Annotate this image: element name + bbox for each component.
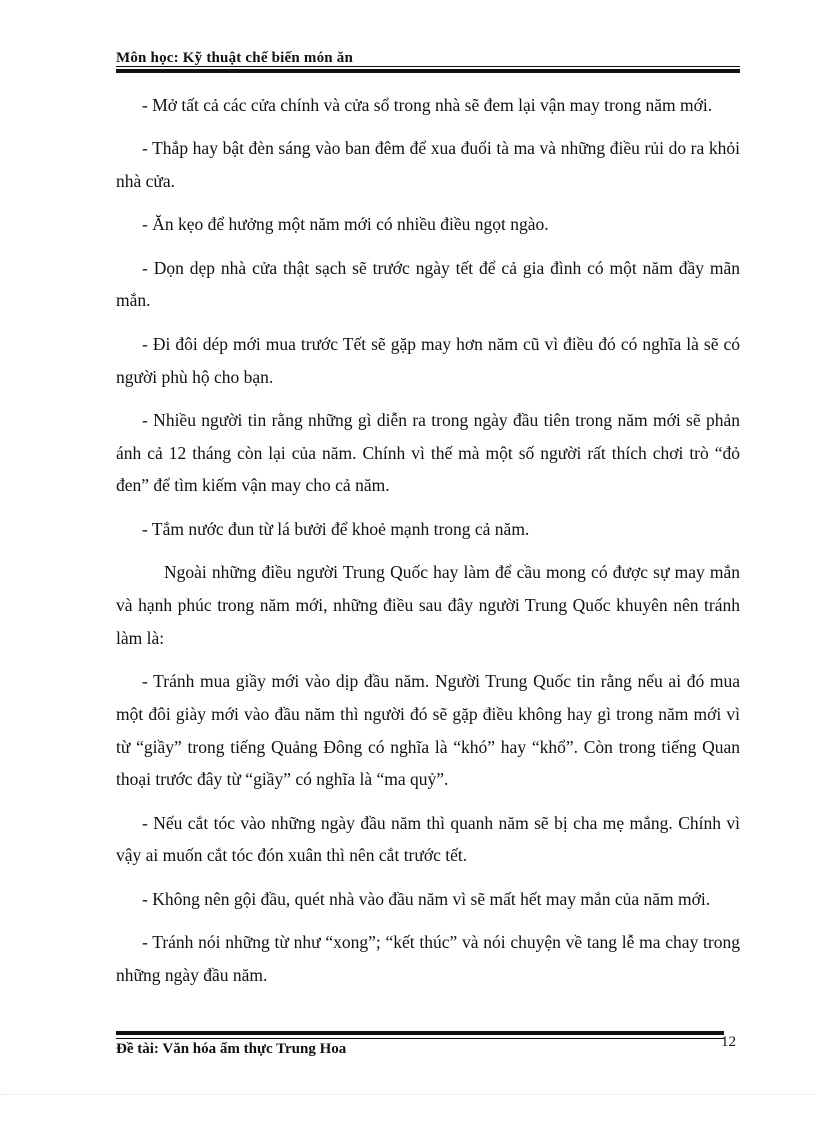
paragraph-lights-at-night: - Thắp hay bật đèn sáng vào ban đêm để xua đuổi tà ma và những điều rủi do ra khỏi nhà cửa. bbox=[116, 138, 740, 192]
page-edge-divider bbox=[0, 1094, 816, 1095]
document-body bbox=[116, 89, 740, 1002]
paragraph-eat-candy: - Ăn kẹo để hưởng một năm mới có nhiều điều ngọt ngào. bbox=[142, 214, 549, 235]
page-number: 12 bbox=[721, 1034, 736, 1050]
paragraph-avoid-washing-sweeping: - Không nên gội đầu, quét nhà vào đầu năm vì sẽ mất hết may mắn của năm mới. bbox=[142, 888, 711, 909]
paragraph-first-day-luck: - Nhiều người tin rằng những gì diễn ra trong ngày đầu tiên trong năm mới sẽ phản ánh cả 12 tháng còn lại của năm. Chính vì thế mà một số người rất thích chơi trò “đỏ đen” để tìm kiếm vận may cho cả năm. bbox=[116, 409, 740, 496]
paragraph-pomelo-bath: - Tắm nước đun từ lá bưởi để khoẻ mạnh trong cả năm. bbox=[142, 518, 530, 539]
footer-rule-thin bbox=[116, 1038, 724, 1039]
page-header-title: Môn học: Kỹ thuật chế biến món ăn bbox=[116, 50, 354, 66]
paragraph-new-slippers: - Đi đôi dép mới mua trước Tết sẽ gặp may hơn năm cũ vì điều đó có nghĩa là sẽ có người phù hộ cho bạn. bbox=[116, 333, 740, 387]
header-rule-thin bbox=[116, 66, 740, 67]
paragraph-avoid-haircut: - Nếu cắt tóc vào những ngày đầu năm thì quanh năm sẽ bị cha mẹ mắng. Chính vì vậy ai muốn cắt tóc đón xuân thì nên cắt trước tết. bbox=[116, 812, 740, 866]
header-rule-thick bbox=[116, 69, 740, 73]
paragraph-things-to-avoid-intro: Ngoài những điều người Trung Quốc hay làm để cầu mong có được sự may mắn và hạnh phúc trong năm mới, những điều sau đây người Trung Quốc khuyên nên tránh làm là: bbox=[116, 562, 740, 648]
footer-rule-thick bbox=[116, 1031, 724, 1035]
paragraph-avoid-words: - Tránh nói những từ như “xong”; “kết thúc” và nói chuyện về tang lễ ma chay trong những ngày đầu năm. bbox=[116, 932, 740, 985]
paragraph-clean-house: - Dọn dẹp nhà cửa thật sạch sẽ trước ngày tết để cả gia đình có một năm đầy mãn mắn. bbox=[116, 257, 740, 311]
page-footer-title: Đề tài: Văn hóa ẩm thực Trung Hoa bbox=[116, 1041, 347, 1057]
paragraph-avoid-new-shoes: - Tránh mua giầy mới vào dịp đầu năm. Người Trung Quốc tin rằng nếu ai đó mua một đôi giày mới vào đầu năm thì người đó sẽ gặp điều không hay gì trong năm mới vì từ “giầy” trong tiếng Quảng Đông có nghĩa là “khó” hay “khổ”. Còn trong tiếng Quan thoại trước đây từ “giầy” có nghĩa là “ma quỷ”. bbox=[116, 670, 740, 790]
paragraph-open-doors: - Mở tất cả các cửa chính và cửa sổ trong nhà sẽ đem lại vận may trong năm mới. bbox=[142, 95, 713, 115]
